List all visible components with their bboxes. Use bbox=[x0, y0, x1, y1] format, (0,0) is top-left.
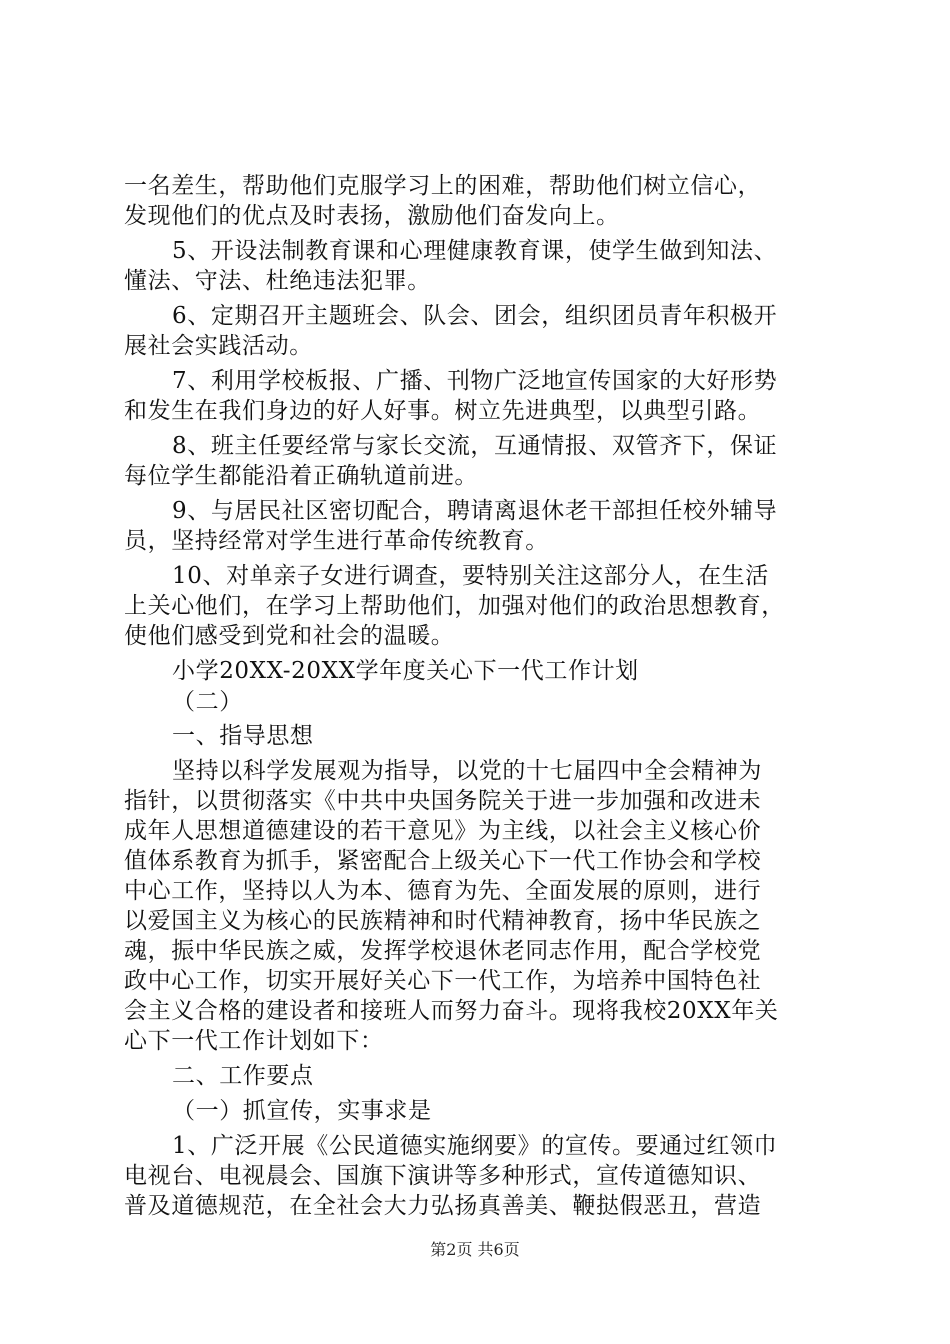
text-line: 9、与居民社区密切配合，聘请离退休老干部担任校外辅导 bbox=[172, 498, 778, 524]
text-line: 展社会实践活动。 bbox=[124, 333, 313, 359]
text-line: 懂法、守法、杜绝违法犯罪。 bbox=[124, 268, 431, 294]
text-line: 心下一代工作计划如下： bbox=[124, 1028, 384, 1054]
text-line: 中心工作，坚持以人为本、德育为先、全面发展的原则，进行 bbox=[124, 878, 762, 904]
text-line: 值体系教育为抓手，紧密配合上级关心下一代工作协会和学校 bbox=[124, 848, 762, 874]
text-line: 以爱国主义为核心的民族精神和时代精神教育，扬中华民族之 bbox=[124, 908, 762, 934]
text-line: 指针，以贯彻落实《中共中央国务院关于进一步加强和改进未 bbox=[124, 788, 762, 814]
text-line: 1、广泛开展《公民道德实施纲要》的宣传。要通过红领巾 bbox=[172, 1133, 778, 1159]
text-line: 每位学生都能沿着正确轨道前进。 bbox=[124, 463, 478, 489]
text-line: 坚持以科学发展观为指导，以党的十七届四中全会精神为 bbox=[172, 758, 762, 784]
text-line: 5、开设法制教育课和心理健康教育课，使学生做到知法、 bbox=[172, 238, 778, 264]
text-line: 10、对单亲子女进行调查，要特别关注这部分人，在生活 bbox=[172, 563, 769, 589]
text-line: 和发生在我们身边的好人好事。树立先进典型，以典型引路。 bbox=[124, 398, 762, 424]
text-line: 一名差生，帮助他们克服学习上的困难，帮助他们树立信心， bbox=[124, 173, 762, 199]
text-line: 电视台、电视晨会、国旗下演讲等多种形式，宣传道德知识、 bbox=[124, 1163, 762, 1189]
document-title: 小学20XX-20XX学年度关心下一代工作计划 bbox=[172, 658, 639, 684]
text-line: 8、班主任要经常与家长交流，互通情报、双管齐下，保证 bbox=[172, 433, 778, 459]
text-line: 上关心他们，在学习上帮助他们，加强对他们的政治思想教育， bbox=[124, 593, 785, 619]
section-heading: 二、工作要点 bbox=[172, 1063, 314, 1089]
text-line: 员，坚持经常对学生进行革命传统教育。 bbox=[124, 528, 549, 554]
document-subtitle: （二） bbox=[172, 689, 243, 715]
text-line: 7、利用学校板报、广播、刊物广泛地宣传国家的大好形势 bbox=[172, 368, 778, 394]
text-line: 会主义合格的建设者和接班人而努力奋斗。现将我校20XX年关 bbox=[124, 998, 779, 1024]
text-line: 普及道德规范，在全社会大力弘扬真善美、鞭挞假恶丑，营造 bbox=[124, 1193, 762, 1219]
text-line: 魂，振中华民族之威，发挥学校退休老同志作用，配合学校党 bbox=[124, 938, 762, 964]
text-line: 政中心工作，切实开展好关心下一代工作，为培养中国特色社 bbox=[124, 968, 762, 994]
text-line: 6、定期召开主题班会、队会、团会，组织团员青年积极开 bbox=[172, 303, 778, 329]
text-line: 使他们感受到党和社会的温暖。 bbox=[124, 623, 455, 649]
text-line: 发现他们的优点及时表扬，激励他们奋发向上。 bbox=[124, 203, 620, 229]
page-number: 第2页 共6页 bbox=[430, 1240, 520, 1259]
subsection-heading: （一）抓宣传，实事求是 bbox=[172, 1098, 432, 1124]
section-heading: 一、指导思想 bbox=[172, 723, 314, 749]
text-line: 成年人思想道德建设的若干意见》为主线，以社会主义核心价 bbox=[124, 818, 762, 844]
